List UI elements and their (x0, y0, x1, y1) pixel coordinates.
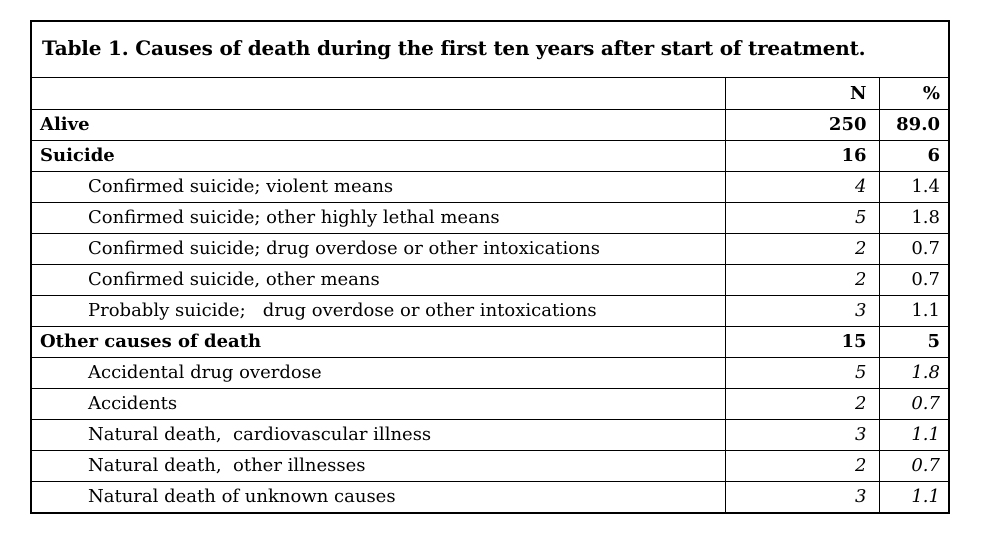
table-row (32, 233, 948, 264)
row-n: 5 (725, 357, 879, 388)
table-row (32, 388, 948, 419)
row-label: Accidents (32, 388, 725, 419)
row-pct: 0.7 (879, 264, 948, 295)
row-pct: 5 (879, 326, 948, 357)
row-label: Confirmed suicide; other highly lethal means (32, 202, 725, 233)
row-pct: 6 (879, 140, 948, 171)
row-label: Confirmed suicide, other means (32, 264, 725, 295)
row-label: Accidental drug overdose (32, 357, 725, 388)
row-n: 250 (725, 109, 879, 140)
row-n: 3 (725, 295, 879, 326)
row-n: 2 (725, 450, 879, 481)
row-pct: 1.4 (879, 171, 948, 202)
causes-of-death-table (30, 20, 950, 514)
row-n: 5 (725, 202, 879, 233)
table-row (32, 450, 948, 481)
row-pct: 0.7 (879, 450, 948, 481)
table-row (32, 109, 948, 140)
row-n: 15 (725, 326, 879, 357)
table-row (32, 481, 948, 512)
table-row (32, 295, 948, 326)
table-row (32, 264, 948, 295)
table-body (32, 78, 948, 512)
row-n: 3 (725, 481, 879, 512)
row-pct: 1.8 (879, 357, 948, 388)
row-pct: 0.7 (879, 388, 948, 419)
row-label: Natural death, other illnesses (32, 450, 725, 481)
row-label: Confirmed suicide; drug overdose or other intoxications (32, 233, 725, 264)
row-pct: 89.0 (879, 109, 948, 140)
table-row (32, 140, 948, 171)
table-row (32, 171, 948, 202)
row-n: 2 (725, 388, 879, 419)
table-row (32, 357, 948, 388)
header-pct-cell: % (922, 82, 940, 104)
row-label: Other causes of death (32, 326, 725, 357)
table-row (32, 326, 948, 357)
row-label: Natural death of unknown causes (32, 481, 725, 512)
row-n: 3 (725, 419, 879, 450)
row-label: Alive (32, 109, 725, 140)
row-pct: 1.1 (879, 419, 948, 450)
table-row (32, 202, 948, 233)
row-n: 2 (725, 264, 879, 295)
row-n: 2 (725, 233, 879, 264)
row-n: 4 (725, 171, 879, 202)
table-caption: Table 1. Causes of death during the first ten years after start of treatment. (32, 22, 948, 78)
row-pct: 0.7 (879, 233, 948, 264)
row-label: Suicide (32, 140, 725, 171)
row-label: Natural death, cardiovascular illness (32, 419, 725, 450)
row-pct: 1.1 (879, 481, 948, 512)
header-n-cell: N (725, 78, 879, 109)
row-pct: 1.8 (879, 202, 948, 233)
row-pct: 1.1 (879, 295, 948, 326)
table-header-row (32, 78, 948, 109)
row-n: 16 (725, 140, 879, 171)
row-label: Confirmed suicide; violent means (32, 171, 725, 202)
row-label: Probably suicide; drug overdose or other intoxications (32, 295, 725, 326)
header-label-cell (32, 78, 725, 109)
table-row (32, 419, 948, 450)
